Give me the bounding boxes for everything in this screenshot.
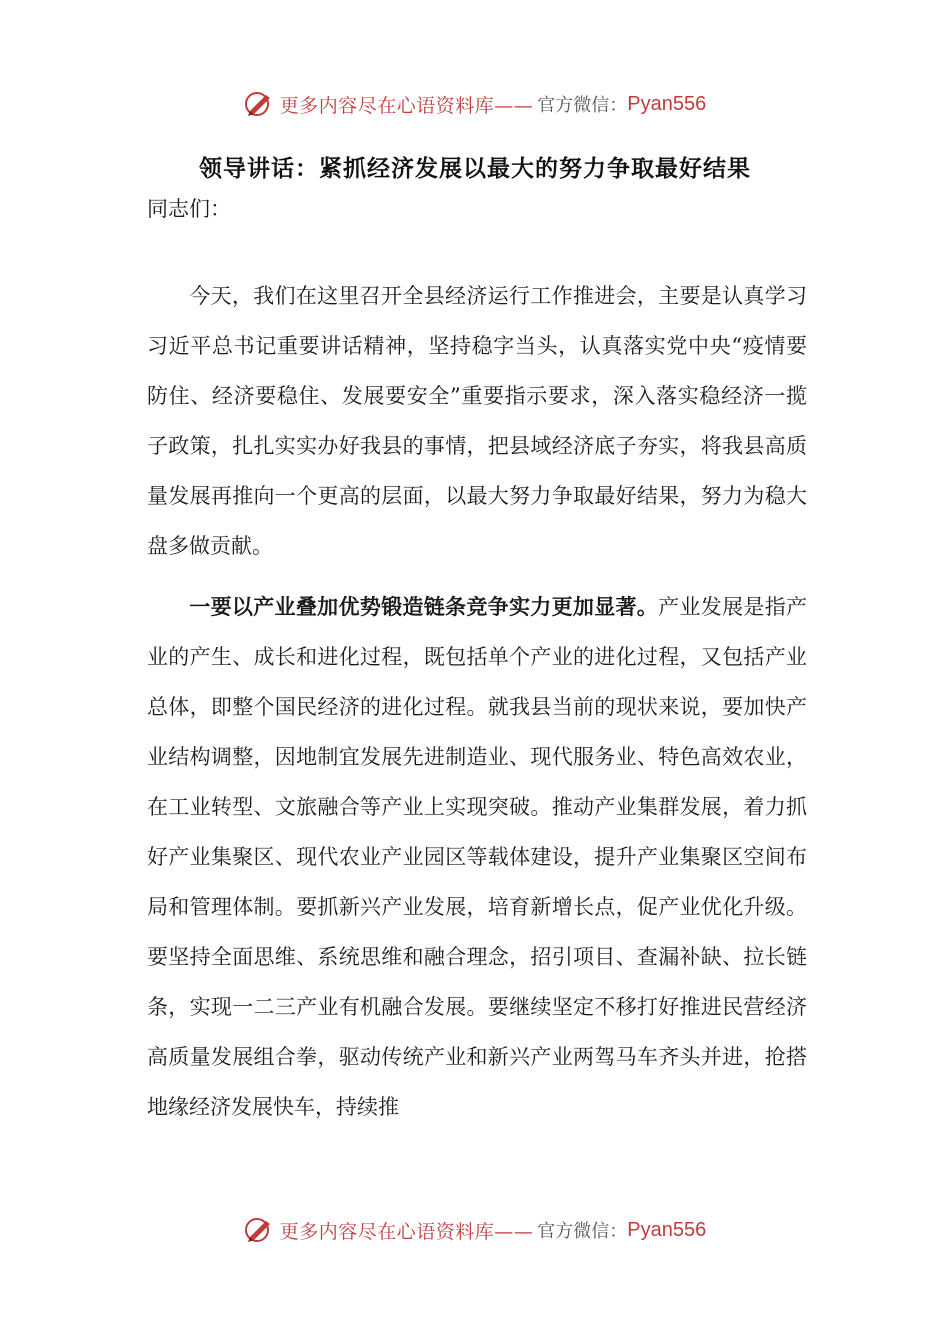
- paragraph-intro: [147, 271, 807, 571]
- paragraph-industry-body: 产业发展是指产业的产生、成长和进化过程，既包括单个产业的进化过程，又包括产业总体，即整个国民经济的进化过程。就我县当前的现状来说，要加快产业结构调整，因地制宜发展先进制造业、现代服务业、特色高效农业，在工业转型、文旅融合等产业上实现突破。推动产业集群发展，着力抓好产业集聚区、现代农业产业园区等载体建设，提升产业集聚区空间布局和管理体制。要抓新兴产业发展，培育新增长点，促产业优化升级。要坚持全面思维、系统思维和融合理念，招引项目、查漏补缺、拉长链条，实现一二三产业有机融合发展。要继续坚定不移打好推进民营经济高质量发展组合拳，驱动传统产业和新兴产业两驾马车齐头并进，抢搭地缘经济发展快车，持续推: [147, 595, 808, 1119]
- banner-wechat-label: 官方微信：: [537, 95, 628, 116]
- banner-wechat-label: 官方微信：: [537, 1221, 628, 1242]
- pen-logo-icon: [244, 89, 274, 119]
- paragraph-industry: [147, 582, 807, 1132]
- banner-wechat-id: Pyan556: [627, 1218, 707, 1241]
- banner-site-text: 更多内容尽在心语资料库——: [279, 94, 534, 117]
- banner-wechat-id: Pyan556: [627, 92, 707, 115]
- paragraph-industry-lead: 一要以产业叠加优势锻造链条竞争实力更加显著。: [189, 594, 659, 619]
- document-title: 领导讲话：紧抓经济发展以最大的努力争取最好结果: [199, 155, 751, 182]
- banner-site-text: 更多内容尽在心语资料库——: [279, 1220, 534, 1243]
- footer-banner: [0, 1210, 950, 1250]
- greeting: 同志们：: [147, 197, 231, 221]
- header-banner: [0, 84, 950, 124]
- pen-logo-icon: [244, 1215, 274, 1245]
- paragraph-intro-text: 今天，我们在这里召开全县经济运行工作推进会，主要是认真学习习近平总书记重要讲话精神，坚持稳字当头，认真落实党中央“疫情要防住、经济要稳住、发展要安全”重要指示要求，深入落实稳经济一揽子政策，扎扎实实办好我县的事情，把县域经济底子夯实，将我县高质量发展再推向一个更高的层面，以最大努力争取最好结果，努力为稳大盘多做贡献。: [147, 284, 807, 558]
